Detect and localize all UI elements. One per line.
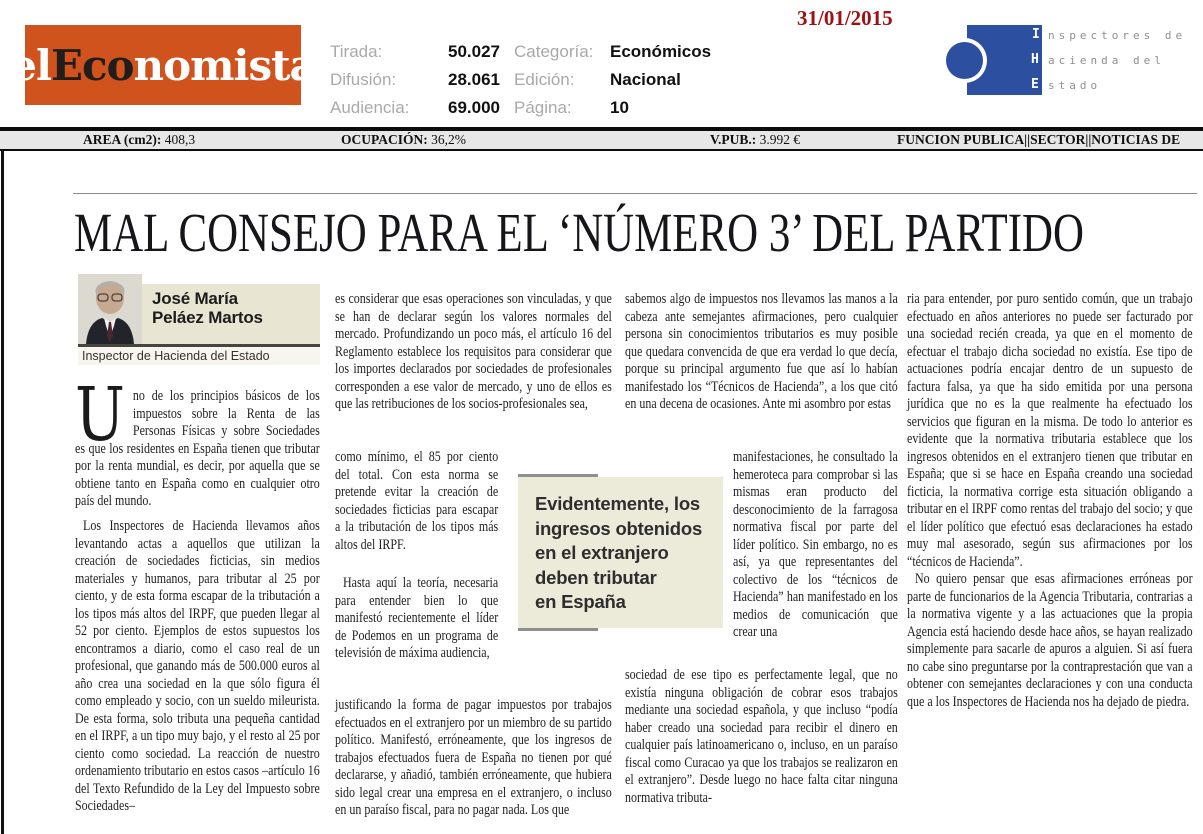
headline-top-rule [73,193,1197,194]
paragraph: sociedad de ese tipo es perfectamente legal, que no existía ninguna obligación de cobrar esos trabajos mediante una sociedad española, y que incluso “podía haber creado una sociedad para recibir el dinero en cualquier país latinoamericano o, incluso, en un paraíso fiscal como Curacao ya que los trabajos se realizaron en el extranjero”. Desde luego no hace falta citar ninguna normativa tributa- [625,667,898,806]
paragraph: sabemos algo de impuestos nos llevamos las manos a la cabeza ante semejantes afirmaciones, pero cualquier persona sin conocimientos tributarios es muy posible que quedara convencida de que era verdad lo que decía, porque su principal argumento fue que así lo habían manifestado los “Técnicos de Hacienda”, a los que citó en una decena de ocasiones. Ante mi asombro por estas [625,291,898,412]
publication-stats [330,38,750,122]
paragraph: Los Inspectores de Hacienda llevamos años levantando actas a aquellos que utilizan la creación de sociedades ficticias, sin medios materiales y humanos, para tributar al 25 por ciento, y de esta forma escapar de la tributación a los tipos más altos del IRPF, que pueden llegar al 52 por ciento. Ejemplos de estos supuestos los encontramos a diario, como el caso real de un profesional, que ganando más de 500.000 euros al año crea una sociedad en la que sólo figura él como empleado y socio, con un sueldo mileurista. De esta forma, solo tributa una pequeña cantidad en el IRPF, a un tipo muy bajo, y el resto al 25 por ciento como sociedad. La reacción de nuestro ordenamiento tributario en estos casos –artículo 16 del Texto Refundido de la Ley del Impuesto sobre Sociedades– [75,518,320,814]
ihe-initial: E [1031,77,1039,92]
pullquote-box [518,477,723,628]
stat-value: 28.061 [448,70,500,89]
stat-label: Tirada: [330,42,383,61]
paragraph: es considerar que esas operaciones son vinculadas, y que se han de declarar según los valores normales del mercado. Profundizando un poco más, el artículo 16 del Reglamento establece los requisitos para considerar que los importes declarados por sociedades de profesionales corresponden a ese valor de mercado, y uno de ellos es que las retribuciones de los socios-profesionales sea, [335,291,612,412]
article-column-1 [75,372,320,816]
ihe-text: stado [1048,79,1102,92]
ihe-text: nspectores de [1048,29,1187,42]
metabar-section: FUNCION PUBLICA||SECTOR||NOTICIAS DE [897,132,1181,147]
eleconomista-logo-text: elEconomista [10,40,316,90]
article-column-4 [907,291,1193,711]
stat-label: Difusión: [330,70,397,89]
paragraph: No quiero pensar que esas afirmaciones erróneas por parte de funcionarios de la Agencia Tributaria, contrarias a la normativa vigente y a las actuaciones que la propia Agencia está haciendo desde hace años, se hayan realizado simplemente para sacarle de apuros a alguien. Si así fuera no cabe sino preguntarse por la contraprestación que van a obtener con semejantes declaraciones y con una conducta que a los Inspectores de Hacienda nos ha dejado de piedra. [907,571,1193,710]
stat-label: Audiencia: [330,98,410,117]
paragraph: justificando la forma de pagar impuestos por trabajos efectuados en el extranjero por un miembro de su partido político. Manifestó, erróneamente, que los ingresos de trabajos efectuados fuera de España no tienen por qué declararse, y añadió, también erróneamente, que hubiera sido legal crear una empresa en el extranjero, o incluso en un paraíso fiscal, para no pagar nada. Los que [335,697,612,818]
paragraph: ria para entender, por puro sentido común, que un trabajo efectuado en años anteriores no puede ser facturado por una sociedad recién creada, ya que en el momento de efectuar el trabajo dicha sociedad no existía. Ese tipo de actuaciones podría encajar dentro de un supuesto de factura falsa, ya que ha sido emitida por una persona jurídica que no es la que realmente ha efectuado los servicios que figuran en la misma. De todo lo anterior es evidente que la normativa tributaria establece que los ingresos obtenidos en el extranjero tienen que tributar en España; que si se hace en España creando una sociedad ficticia, la normativa corrige esta situación obligando a tributar en el IRPF como rentas del trabajo del socio; y que el líder político que efectuó esas declaraciones ha estado muy mal asesorado, según sus afirmaciones por los “técnicos de Hacienda”. [907,291,1193,570]
pullquote-bottom-rule [518,628,598,631]
scan-left-border [1,127,4,834]
clipping-date: 31/01/2015 [797,6,893,30]
ihe-logo-circle [946,42,983,79]
stats-row [330,94,750,122]
stat-value: Nacional [610,70,681,89]
paragraph-wrap-right-of-quote: manifestaciones, he consultado la hemeroteca para comprobar si las mismas eran producto del desconocimiento de la farragosa normativa fiscal por parte del líder político. Sin embargo, no es así, ya que representantes del colectivo de los “técnicos de Hacienda” han manifestado en los medios de comunicación que crear una [733,449,898,640]
paragraph: Uno de los principios básicos de los impuestos sobre la Renta de las Personas Físicas y sobre Sociedades es que los residentes en España tienen que tributar por la renta mundial, es decir, por aquella que se obtiene tanto en España como en cualquier otro país del mundo. [75,372,320,509]
author-title: Inspector de Hacienda del Estado [82,349,270,363]
metabar-vpub: V.PUB.: 3.992 € [710,132,801,147]
stats-row [330,38,750,66]
stats-row [330,66,750,94]
author-name: José María Peláez Martos [152,289,263,327]
eleconomista-logo [10,25,316,105]
metabar-bottom-rule [0,149,1203,151]
headline: MAL CONSEJO PARA EL ‘NÚMERO 3’ DEL PARTIDO [74,202,1085,263]
stat-label: Categoría: [514,42,594,61]
stat-label: Edición: [514,70,575,89]
metabar-ocupacion: OCUPACIÓN: 36,2% [341,132,466,147]
stat-value: 69.000 [448,98,500,117]
metabar-area: AREA (cm2): 408,3 [83,132,196,147]
paragraph-wrap-left-of-quote: Hasta aquí la teoría, necesaria para entender bien lo que manifestó recientemente el líder de Podemos en un programa de televisión de máxima audiencia, [335,575,499,661]
stat-value: 10 [610,98,629,117]
ihe-initial: I [1032,27,1040,42]
author-photo [78,274,142,344]
pullquote-text: Evidentemente, los ingresos obtenidos en el extranjero deben tributar en España [535,493,703,612]
ihe-initial: H [1031,52,1039,67]
stat-value: 50.027 [448,42,500,61]
paragraph-wrap-left-of-quote: como mínimo, el 85 por ciento del total. Con esta norma se pretende evitar la creación de sociedades ficticias para escapar a la tributación de los tipos más altos del IRPF. [335,449,499,553]
stat-value: Económicos [610,42,712,61]
ihe-text: acienda del [1048,54,1165,67]
drop-cap: U [75,372,125,458]
stat-label: Página: [514,98,572,117]
